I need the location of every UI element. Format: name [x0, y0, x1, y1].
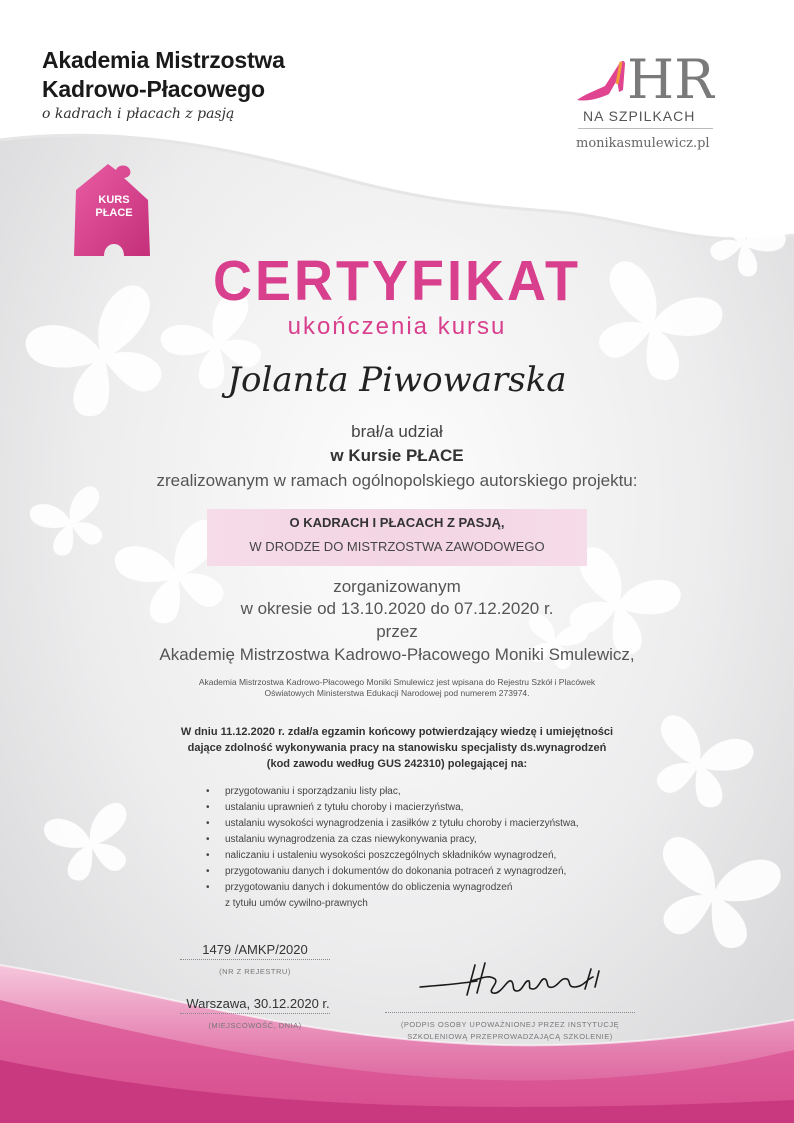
signature-label-line1: (PODPIS OSOBY UPOWAŻNIONEJ PRZEZ INSTYTUCJĘ: [400, 1020, 620, 1029]
signature-line: [385, 1012, 635, 1013]
task-item: • ustalaniu wynagrodzenia za czas niewykonywania pracy,: [206, 832, 646, 848]
certificate-title: CERTYFIKAT: [213, 249, 581, 313]
course-period: w okresie od 13.10.2020 do 07.12.2020 r.: [240, 599, 554, 618]
registry-note-line2: Oświatowych Ministerstwa Edukacji Narodowej pod numerem 273974.: [264, 688, 530, 698]
participation-text: brał/a udział: [351, 422, 443, 441]
signature-label-line2: SZKOLENIOWĄ PRZEPROWADZAJĄCĄ SZKOLENIE): [407, 1032, 613, 1041]
task-item: • przygotowaniu danych i dokumentów do dokonania potraceń z wynagrodzeń,: [206, 864, 646, 880]
registry-note-line1: Akademia Mistrzostwa Kadrowo-Płacowego Moniki Smulewicz jest wpisana do Rejestru Szkół i Placówek: [198, 677, 596, 687]
task-item: • ustalaniu wysokości wynagrodzenia i zasiłków z tytułu choroby i macierzyństwa,: [206, 816, 646, 832]
registry-note: [150, 677, 644, 699]
kurs-badge-line1: KURS: [98, 194, 130, 206]
organized-text: zorganizowanym: [333, 577, 461, 596]
task-item: • ustalaniu uprawnień z tytułu choroby i macierzyństwa,: [206, 800, 646, 816]
website-url: monikasmulewicz.pl: [576, 136, 710, 151]
academy-tagline: o kadrach i płacach z pasją: [42, 106, 235, 122]
place-date: Warszawa, 30.12.2020 r.: [186, 996, 330, 1011]
academy-full-name: Akademię Mistrzostwa Kadrowo-Płacowego Moniki Smulewicz,: [159, 645, 635, 664]
certificate-subtitle: ukończenia kursu: [287, 313, 507, 340]
hr-logo-tagline: NA SZPILKACH: [583, 108, 696, 124]
kurs-badge-line2: PŁACE: [95, 207, 133, 219]
register-number-line: [180, 959, 330, 960]
exam-line2: dające zdolność wykonywania pracy na stanowisku specjalisty ds.wynagrodzeń: [187, 742, 607, 754]
place-date-label: (MIEJSCOWOŚĆ, DNIA): [208, 1021, 302, 1030]
exam-line1: W dniu 11.12.2020 r. zdał/a egzamin końcowy potwierdzający wiedzę i umiejętności: [180, 726, 614, 738]
project-title-line2: W DRODZE DO MISTRZOSTWA ZAWODOWEGO: [249, 539, 545, 554]
task-item: • przygotowaniu i sporządzaniu listy płac,: [206, 784, 646, 800]
exam-line3: (kod zawodu według GUS 242310) polegającej na:: [266, 758, 528, 770]
recipient-name: Jolanta Piwowarska: [227, 360, 567, 400]
project-title-line1: O KADRACH I PŁACACH Z PASJĄ,: [289, 515, 505, 530]
task-item: • naliczaniu i ustaleniu wysokości poszczególnych składników wynagrodzeń,: [206, 848, 646, 864]
academy-name: [42, 46, 285, 104]
task-list: [206, 784, 646, 912]
register-number: 1479 /AMKP/2020: [202, 942, 308, 957]
course-name: w Kursie PŁACE: [330, 446, 464, 465]
register-number-label: (NR Z REJESTRU): [219, 967, 291, 976]
by-text: przez: [376, 622, 418, 641]
exam-statement: [170, 724, 624, 772]
divider: [578, 128, 713, 129]
academy-name-line1: Akademia Mistrzostwa: [42, 47, 285, 73]
hr-logo: [575, 50, 715, 105]
place-date-line: [180, 1013, 330, 1014]
task-item: • przygotowaniu danych i dokumentów do obliczenia wynagrodzeń: [206, 880, 646, 896]
signature-label: [385, 1019, 635, 1043]
hr-brand: HR: [627, 50, 715, 105]
kurs-badge-text: [84, 194, 144, 220]
task-item-continuation: z tytułu umów cywilno-prawnych: [225, 898, 368, 909]
realization-text: zrealizowanym w ramach ogólnopolskiego autorskiego projektu:: [156, 471, 638, 490]
academy-name-line2: Kadrowo-Płacowego: [42, 76, 265, 102]
signature: [415, 957, 615, 1002]
